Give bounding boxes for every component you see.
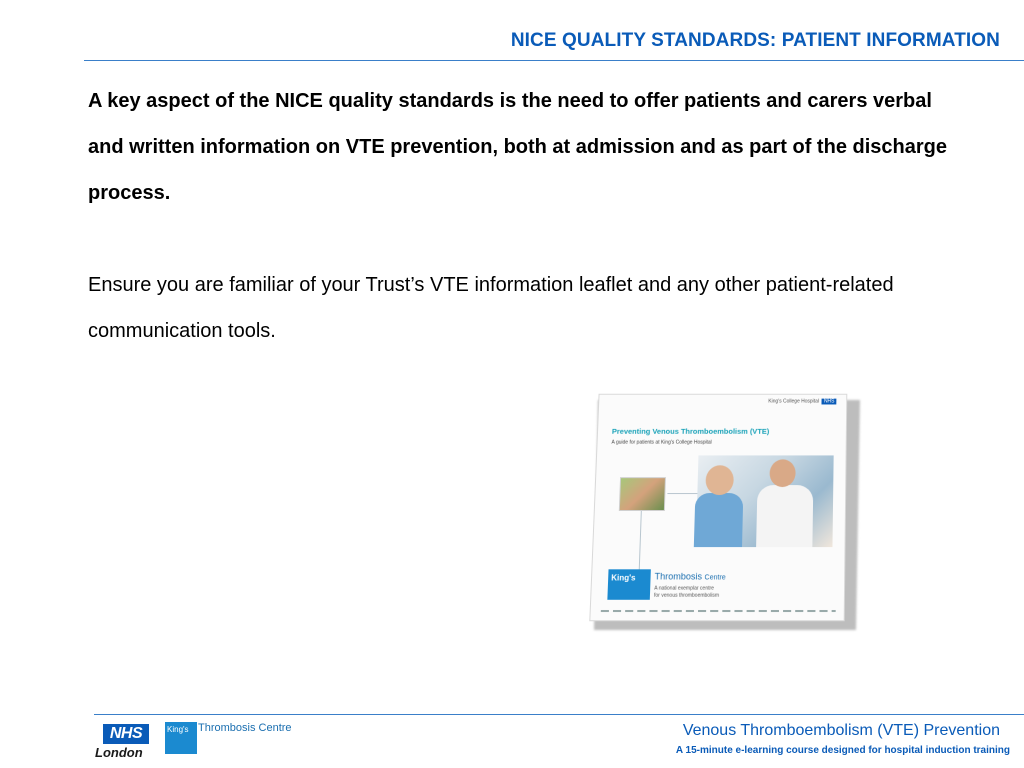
nhs-logo: NHS bbox=[103, 724, 149, 744]
familiar-paragraph: Ensure you are familiar of your Trust’s VTE information leaflet and any other patient-related communication tools. bbox=[88, 274, 894, 342]
footer-divider bbox=[94, 714, 1024, 715]
course-title: Venous Thromboembolism (VTE) Prevention bbox=[682, 722, 1000, 739]
leaflet-page bbox=[589, 394, 847, 621]
leaflet-logo-text bbox=[654, 571, 725, 581]
leaflet-hospital-line bbox=[768, 399, 836, 405]
leaflet-hospital-name: King's College Hospital bbox=[768, 398, 820, 405]
leaflet-photo-figure bbox=[694, 493, 744, 547]
leaflet-nhs-badge: NHS bbox=[823, 398, 835, 405]
body-text bbox=[88, 78, 968, 400]
leaflet-tagline-line: A national exemplar centre bbox=[654, 585, 715, 592]
leaflet-title: Preventing Venous Thromboembolism (VTE) bbox=[611, 426, 770, 436]
leaflet-connector-line bbox=[639, 511, 642, 569]
leaflet-small-photo bbox=[619, 477, 666, 511]
leaflet-logo-name: Thrombosis bbox=[654, 571, 703, 582]
leaflet-subtitle: A guide for patients at King's College Hospital bbox=[611, 439, 712, 446]
nhs-region: London bbox=[95, 745, 143, 760]
key-aspect-paragraph: A key aspect of the NICE quality standards is the need to offer patients and carers verbal and written information on VTE prevention, both at admission and as part of the discharge process. bbox=[88, 90, 947, 204]
leaflet-tagline-line: for venous thromboembolism bbox=[653, 592, 720, 599]
course-subtitle: A 15-minute e-learning course designed for hospital induction training bbox=[675, 745, 1010, 756]
leaflet-kings-logo-box: King's bbox=[607, 569, 650, 599]
title-divider bbox=[84, 60, 1024, 61]
leaflet-photo-figure bbox=[756, 485, 813, 547]
kings-logo-text: Thrombosis Centre bbox=[198, 722, 292, 734]
leaflet-tagline bbox=[654, 586, 720, 600]
slide-title: NICE QUALITY STANDARDS: PATIENT INFORMATION bbox=[510, 30, 1000, 51]
leaflet-footer-strip bbox=[601, 610, 836, 612]
kings-logo-box: King's bbox=[165, 722, 197, 754]
leaflet-connector-line bbox=[667, 493, 697, 494]
vte-leaflet-image bbox=[590, 392, 860, 632]
leaflet-logo-name-small: Centre bbox=[704, 574, 726, 582]
